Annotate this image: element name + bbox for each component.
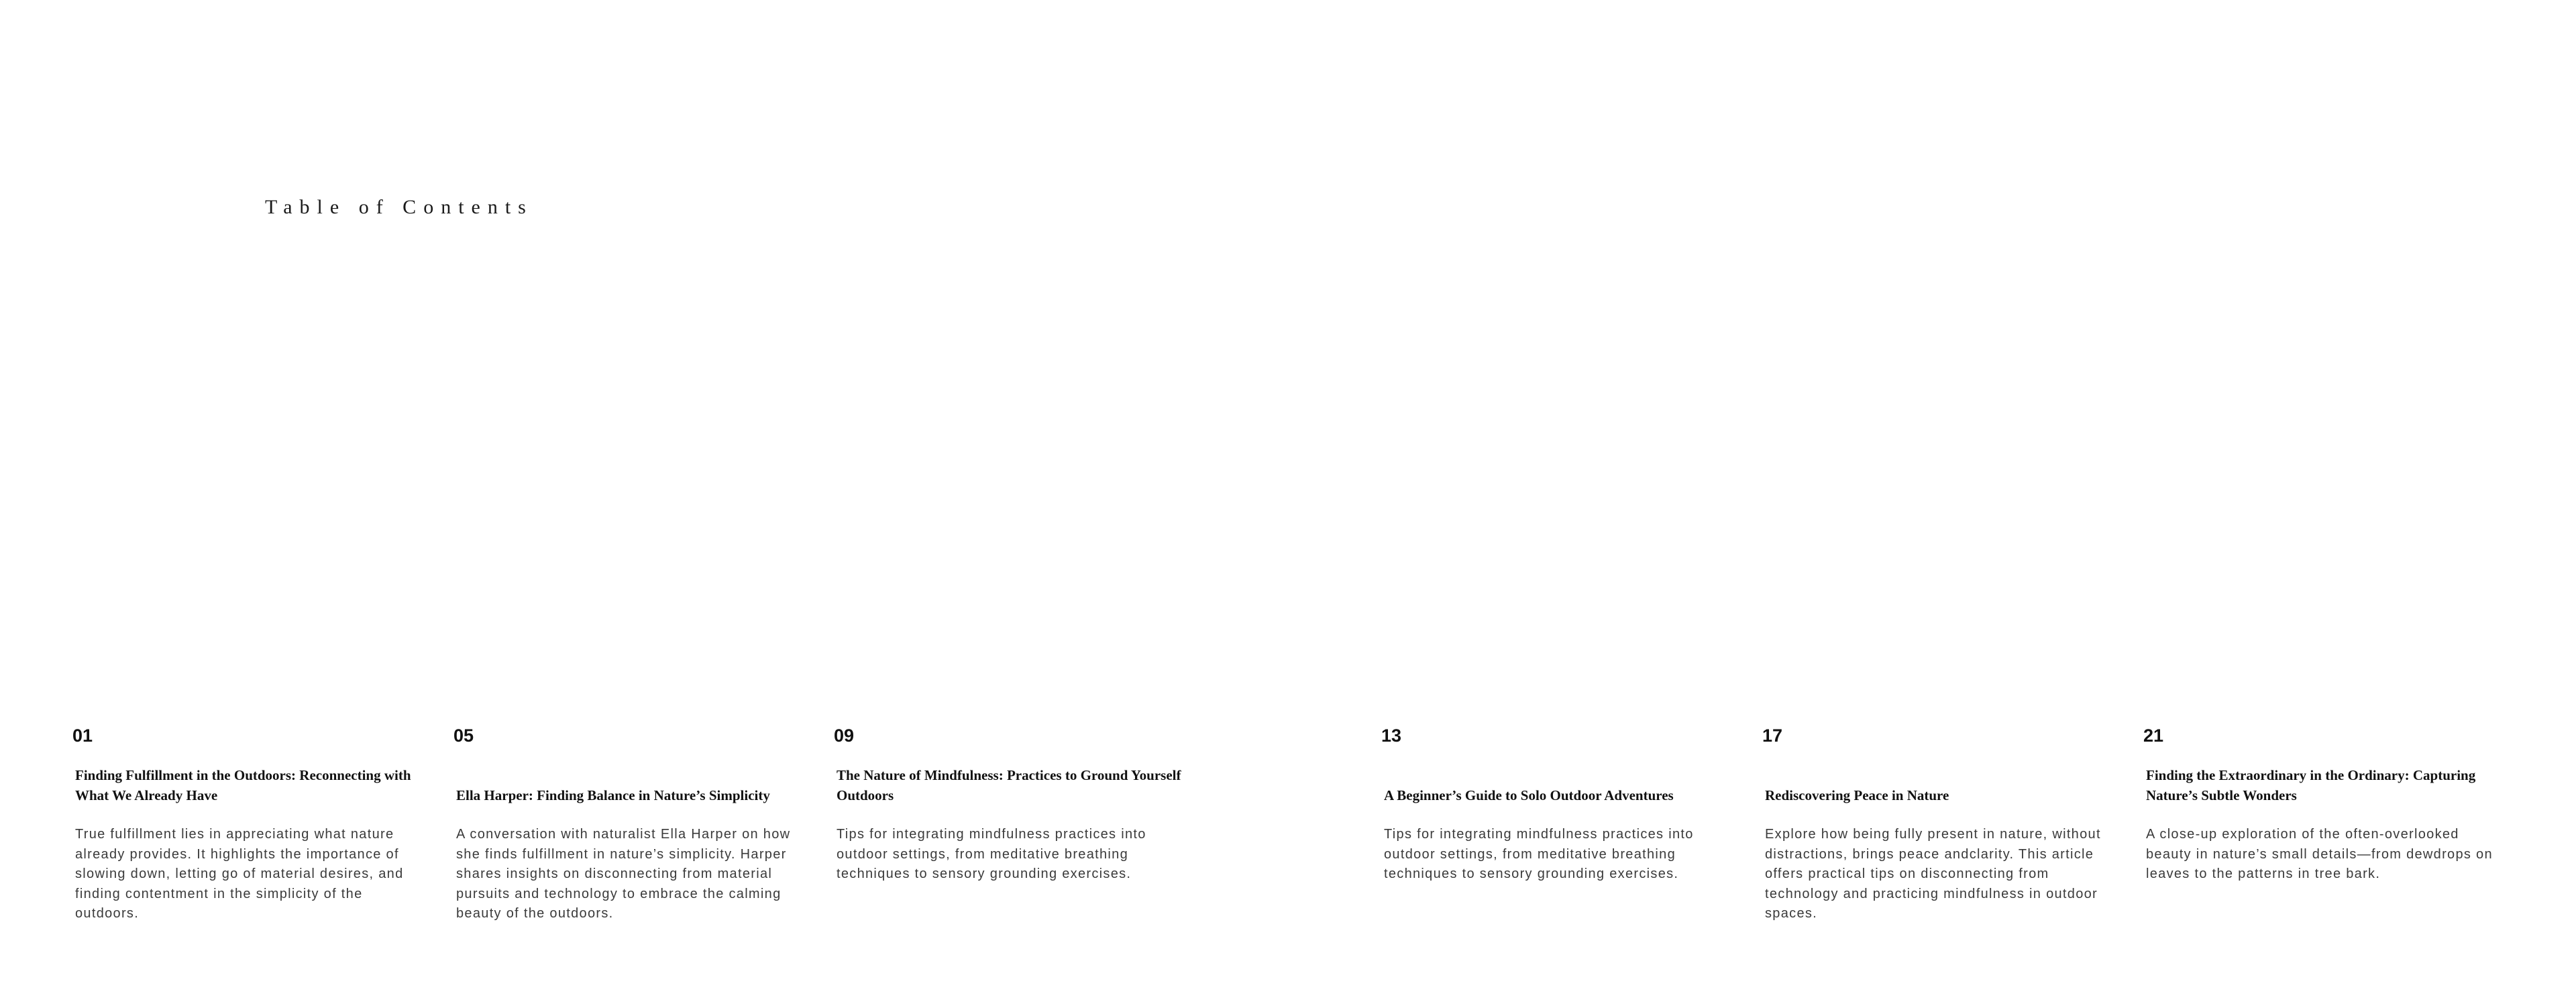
entry-heading	[456, 765, 818, 805]
entry-title[interactable]: Finding the Extraordinary in the Ordinary: Capturing Nature’s Subtle Wonders	[2146, 767, 2476, 803]
toc-entry[interactable]	[453, 725, 818, 921]
entry-title[interactable]: Rediscovering Peace in Nature	[1765, 787, 1949, 803]
toc-entry[interactable]	[834, 725, 1199, 881]
entry-heading	[2146, 765, 2508, 805]
entry-title[interactable]: Finding Fulfillment in the Outdoors: Reconnecting with What We Already Have	[75, 767, 411, 803]
entry-heading	[1765, 765, 2127, 805]
entry-heading	[75, 765, 437, 805]
entry-title[interactable]: Ella Harper: Finding Balance in Nature’s Simplicity	[456, 787, 770, 803]
entry-description: Explore how being fully present in nature, without distractions, brings peace andclarity. This article offers practical tips on disconnecting from technology and practicing mindfulness in outdoor spaces.	[1765, 827, 2101, 921]
entry-description: Tips for integrating mindfulness practices into outdoor settings, from meditative breathing techniques to sensory grounding exercises.	[1384, 827, 1694, 881]
toc-entry[interactable]	[1762, 725, 2127, 921]
page-number: 21	[2143, 726, 2164, 746]
entry-heading	[1384, 765, 1746, 805]
page-number: 17	[1762, 726, 1783, 746]
entry-title[interactable]: A Beginner’s Guide to Solo Outdoor Adventures	[1384, 787, 1674, 803]
page-number: 09	[834, 726, 855, 746]
entry-description: Tips for integrating mindfulness practices into outdoor settings, from meditative breathing techniques to sensory grounding exercises.	[837, 827, 1146, 881]
entry-heading	[837, 765, 1199, 805]
toc-entry[interactable]	[2143, 725, 2508, 881]
page-number: 13	[1381, 726, 1402, 746]
entry-description: True fulfillment lies in appreciating what nature already provides. It highlights the importance of slowing down, letting go of material desires, and finding contentment in the simplicity of the outdoors.	[75, 827, 404, 921]
page-number: 01	[72, 726, 93, 746]
toc-entry[interactable]	[1381, 725, 1746, 881]
entry-title[interactable]: The Nature of Mindfulness: Practices to Ground Yourself Outdoors	[837, 767, 1181, 803]
page-number: 05	[453, 726, 474, 746]
entry-description: A conversation with naturalist Ella Harper on how she finds fulfillment in nature’s simplicity. Harper shares insights on disconnecting from material pursuits and technology to embrace the calming beauty of the outdoors.	[456, 827, 791, 921]
entry-description: A close-up exploration of the often-overlooked beauty in nature’s small details—from dewdrops on leaves to the patterns in tree bark.	[2146, 827, 2493, 881]
toc-entry[interactable]	[72, 725, 437, 921]
page-title: Table of Contents	[265, 196, 533, 218]
